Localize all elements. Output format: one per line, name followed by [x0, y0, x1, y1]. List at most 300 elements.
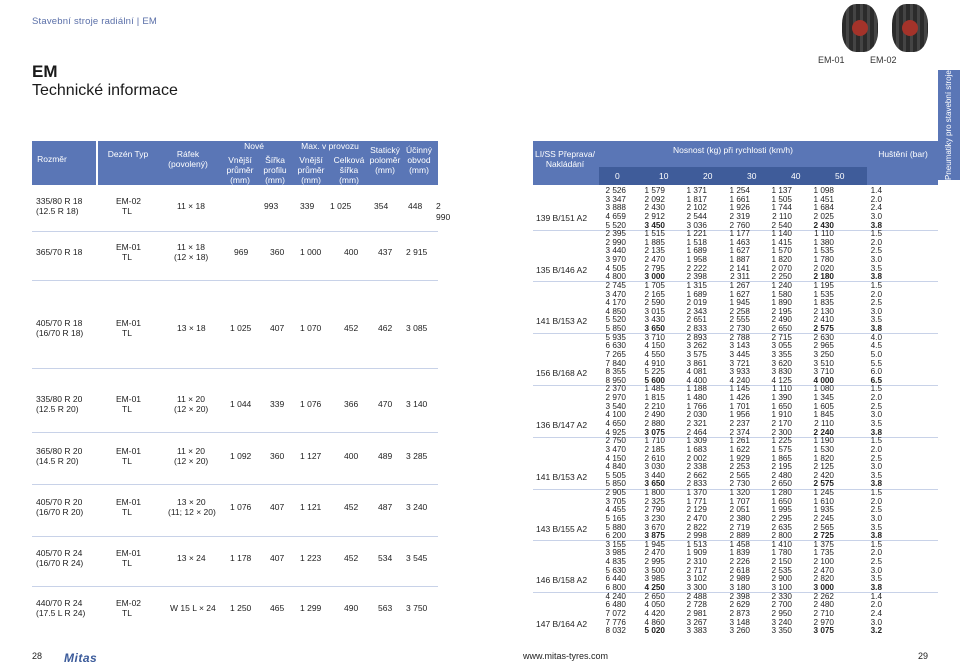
od: 993	[264, 201, 279, 211]
load-row	[600, 351, 900, 359]
pressure-cell: 3.0	[870, 617, 882, 627]
total-width: 452	[344, 502, 359, 512]
load-cell: 3 650	[644, 324, 665, 334]
pressure-cell: 2.0	[870, 496, 882, 506]
load-cell: 2 343	[686, 306, 707, 316]
load-cell: 2 880	[644, 419, 665, 428]
load-cell: 2 717	[686, 565, 707, 575]
load-cell: 3 670	[644, 522, 665, 532]
pressure-cell: 3.5	[870, 522, 882, 532]
load-row	[600, 282, 900, 290]
speed-20: 20	[703, 171, 713, 181]
rim: 11 × 20	[177, 446, 205, 456]
load-cell: 1 513	[686, 539, 707, 549]
load-cell: 1 458	[729, 539, 750, 549]
load-cell: 1 195	[813, 280, 834, 290]
tread: EM-01	[116, 497, 142, 507]
load-cell: 2 526	[605, 186, 626, 195]
load-cell: 1 710	[644, 436, 665, 446]
load-cell: 1 684	[813, 203, 834, 213]
load-cell: 1 580	[771, 289, 792, 299]
load-cell: 2 195	[771, 306, 792, 316]
load-cell: 2 998	[686, 531, 707, 541]
row-separator	[32, 536, 438, 537]
col-tread: Dezén Typ	[107, 149, 149, 159]
load-cell: 1 535	[813, 246, 834, 256]
load-cell: 3 705	[605, 496, 626, 506]
load-cell: 2 245	[813, 513, 834, 523]
load-cell: 1 622	[729, 444, 750, 454]
load-cell: 3 540	[605, 401, 626, 411]
size: 365/80 R 20	[36, 446, 83, 456]
load-cell: 1 929	[729, 453, 750, 463]
load-cell: 4 910	[644, 358, 665, 368]
load-cell: 2 651	[686, 315, 707, 325]
load-cell: 4 840	[605, 462, 626, 472]
load-cell: 4 170	[605, 298, 626, 308]
load-cell: 3 830	[771, 367, 792, 377]
load-cell: 2 110	[814, 419, 834, 428]
load-cell: 2 470	[644, 255, 665, 265]
load-cell: 4 455	[605, 505, 626, 515]
load-cell: 4 240	[729, 375, 750, 385]
load-cell: 2 070	[771, 263, 792, 273]
od: 969	[234, 247, 249, 257]
static-radius: 563	[378, 603, 393, 613]
load-cell: 3 440	[644, 470, 665, 480]
rolling-circ: 3 085	[406, 323, 428, 333]
load-cell: 2 410	[813, 315, 834, 325]
load-row	[600, 463, 900, 471]
load-cell: 1 885	[644, 237, 665, 247]
load-cell: 5 880	[605, 522, 626, 532]
load-cell: 2 950	[771, 608, 792, 618]
load-cell: 2 650	[771, 479, 792, 489]
page-number-left: 28	[32, 651, 43, 661]
pressure-cell: 6.0	[870, 367, 882, 377]
load-cell: 4 240	[605, 591, 626, 601]
load-cell: 2 141	[729, 263, 750, 273]
static-radius: 470	[378, 399, 393, 409]
li-ss-value: 143 B/155 A2	[536, 523, 588, 534]
load-cell: 4 050	[644, 600, 665, 610]
size: 440/70 R 24	[36, 598, 83, 608]
load-cell: 2 795	[644, 263, 665, 273]
load-cell: 1 780	[813, 255, 834, 265]
li-ss-value: 141 B/153 A2	[536, 316, 588, 327]
load-cell: 2 226	[729, 557, 750, 567]
rolling-circ: 3 285	[406, 451, 428, 461]
load-cell: 4 400	[686, 375, 707, 385]
load-cell: 2 618	[729, 565, 750, 575]
load-cell: 2 237	[729, 419, 750, 428]
li-ss-value: 146 B/158 A2	[536, 575, 588, 586]
pressure-cell: 1.5	[870, 436, 882, 446]
load-cell: 1 926	[729, 203, 750, 213]
pressure-cell: 3.8	[870, 582, 882, 592]
load-cell: 4 125	[771, 375, 792, 385]
load-cell: 1 254	[729, 186, 750, 195]
col-new: Nové	[244, 141, 264, 151]
od: 1 044	[230, 399, 252, 409]
load-cell: 2 374	[729, 427, 750, 437]
load-cell: 2 002	[686, 453, 707, 463]
load-cell: 4 420	[644, 608, 665, 618]
col-pressure: Huštění (bar)	[878, 149, 928, 159]
load-cell: 1 190	[813, 436, 834, 446]
website-url: www.mitas-tyres.com	[523, 651, 609, 661]
pressure-cell: 3.0	[870, 211, 882, 221]
load-cell: 2 470	[813, 565, 834, 575]
load-cell: 2 833	[686, 324, 707, 334]
li-ss-value: 135 B/146 A2	[536, 264, 588, 275]
speed-30: 30	[747, 171, 757, 181]
pressure-cell: 2.4	[870, 608, 882, 618]
col-width: Šířka profilu (mm)	[263, 155, 287, 185]
rim: 11 × 18	[177, 242, 205, 252]
load-cell: 3 861	[686, 358, 707, 368]
size-alt: (17.5 L R 24)	[36, 608, 86, 618]
load-cell: 3 721	[729, 358, 750, 368]
load-cell: 1 887	[729, 255, 750, 265]
load-cell: 4 850	[605, 306, 626, 316]
load-cell: 3 075	[813, 626, 834, 636]
load-cell: 2 253	[729, 462, 750, 472]
load-cell: 2 480	[813, 600, 834, 610]
load-cell: 2 565	[813, 522, 834, 532]
width: 407	[270, 323, 285, 333]
load-cell: 2 398	[686, 272, 707, 282]
load-cell: 3 148	[729, 617, 750, 627]
load-cell: 3 036	[686, 220, 707, 230]
load-cell: 1 579	[644, 186, 665, 195]
load-cell: 1 371	[686, 186, 707, 195]
load-cell: 2 019	[686, 298, 707, 308]
od: 1 025	[230, 323, 252, 333]
pressure-cell: 2.0	[870, 393, 882, 403]
load-cell: 4 925	[605, 427, 626, 437]
load-cell: 5 165	[605, 513, 626, 523]
load-cell: 3 620	[771, 358, 792, 368]
load-cell: 2 195	[771, 462, 792, 472]
load-cell: 1 315	[686, 280, 707, 290]
load-cell: 3 970	[605, 255, 626, 265]
load-cell: 1 080	[813, 384, 834, 394]
load-cell: 2 662	[686, 470, 707, 480]
load-cell: 4 650	[605, 419, 626, 428]
pressure-cell: 3.5	[870, 470, 882, 480]
load-cell: 1 370	[686, 488, 707, 498]
total-width: 452	[344, 323, 359, 333]
load-cell: 2 430	[813, 220, 834, 230]
load-cell: 2 311	[730, 272, 750, 282]
load-cell: 1 661	[729, 194, 750, 204]
static-radius: 534	[378, 553, 393, 563]
total-width: 366	[344, 399, 359, 409]
pressure-cell: 1.5	[870, 384, 882, 394]
load-cell: 1 707	[729, 496, 750, 506]
pressure-cell: 3.5	[870, 419, 882, 428]
load-cell: 1 320	[729, 488, 750, 498]
load-cell: 1 518	[686, 237, 707, 247]
row-separator	[32, 280, 438, 281]
rolling-circ: 3 240	[406, 502, 428, 512]
load-cell: 3 710	[813, 367, 834, 377]
load-cell: 3 710	[644, 332, 665, 342]
pressure-cell: 2.5	[870, 298, 882, 308]
od: 1 178	[230, 553, 252, 563]
tread: EM-01	[116, 394, 142, 404]
rim: W 15 L × 24	[170, 603, 216, 613]
tread: EM-01	[116, 548, 142, 558]
load-cell: 2 555	[729, 315, 750, 325]
size: 405/70 R 18	[36, 318, 83, 328]
pressure-cell: 3.5	[870, 315, 882, 325]
load-cell: 2 730	[729, 324, 750, 334]
load-cell: 3 575	[686, 349, 707, 359]
pressure-cell: 3.0	[870, 513, 882, 523]
load-cell: 3 470	[605, 289, 626, 299]
type: TL	[122, 456, 132, 466]
load-cell: 1 309	[686, 436, 707, 446]
size: 335/80 R 20	[36, 394, 83, 404]
rolling-circ: 3 750	[406, 603, 428, 613]
load-cell: 1 570	[771, 246, 792, 256]
side-tab: Pneumatiky pro stavební stroje	[938, 70, 960, 180]
pressure-cell: 1.5	[870, 229, 882, 239]
page-code: EM	[32, 62, 58, 81]
load-cell: 2 760	[729, 220, 750, 230]
load-cell: 2 240	[813, 427, 834, 437]
load-cell: 2 338	[686, 462, 707, 472]
load-cell: 2 610	[644, 453, 665, 463]
load-cell: 2 490	[771, 315, 792, 325]
pressure-cell: 2.4	[870, 203, 882, 213]
load-cell: 2 321	[686, 419, 707, 428]
load-cell: 7 776	[605, 617, 626, 627]
load-cell: 2 330	[771, 591, 792, 601]
speed-0: 0	[615, 171, 620, 181]
col-static-radius: Statický poloměr (mm)	[369, 145, 401, 175]
width: 407	[270, 553, 285, 563]
rim-alt: (12 × 20)	[174, 404, 209, 414]
load-cell: 1 221	[686, 229, 707, 239]
pressure-cell: 1.4	[870, 591, 882, 601]
width: 339	[270, 399, 285, 409]
pressure-cell: 2.0	[870, 194, 882, 204]
load-cell: 2 300	[771, 427, 792, 437]
rim-alt: (12 × 20)	[174, 456, 209, 466]
load-cell: 2 420	[813, 470, 834, 480]
load-row	[600, 446, 900, 454]
load-cell: 2 102	[686, 203, 707, 213]
pressure-cell: 3.8	[870, 531, 882, 541]
load-cell: 2 710	[813, 608, 834, 618]
load-cell: 4 835	[605, 557, 626, 567]
load-cell: 1 261	[729, 436, 750, 446]
load-cell: 2 470	[644, 548, 665, 558]
od-max: 1 299	[300, 603, 322, 613]
load-cell: 4 150	[605, 453, 626, 463]
tread: EM-02	[116, 598, 142, 608]
rolling-circ: 2 990	[436, 201, 451, 222]
col-od-max: Vnější průměr (mm)	[297, 155, 325, 185]
li-ss-value: 136 B/147 A2	[536, 420, 588, 430]
load-cell: 1 137	[771, 186, 792, 195]
static-radius: 448	[408, 201, 423, 211]
pressure-cell: 6.5	[870, 375, 882, 385]
pressure-cell: 3.2	[870, 626, 882, 636]
load-cell: 3 347	[605, 194, 626, 204]
col-capacity: Nosnost (kg) při rychlosti (km/h)	[673, 145, 793, 155]
load-row	[600, 394, 900, 402]
load-cell: 1 480	[686, 393, 707, 403]
load-cell: 5 520	[605, 315, 626, 325]
pressure-cell: 3.8	[870, 479, 882, 489]
load-row	[600, 584, 900, 592]
load-cell: 8 950	[605, 375, 626, 385]
tread: EM-02	[116, 196, 142, 206]
type: TL	[122, 558, 132, 568]
load-cell: 3 230	[644, 513, 665, 523]
speed-50: 50	[835, 171, 845, 181]
load-row	[600, 489, 900, 497]
load-cell: 2 464	[686, 427, 707, 437]
pressure-cell: 2.0	[870, 600, 882, 610]
load-cell: 4 150	[644, 341, 665, 351]
load-cell: 2 544	[686, 211, 707, 221]
load-cell: 2 250	[771, 272, 792, 282]
row-separator	[32, 432, 438, 433]
load-cell: 3 888	[605, 203, 626, 213]
load-cell: 1 505	[771, 194, 792, 204]
load-cell: 1 956	[729, 410, 750, 420]
load-cell: 3 355	[771, 349, 792, 359]
load-cell: 3 300	[686, 582, 707, 592]
load-cell: 1 225	[771, 436, 792, 446]
load-cell: 1 415	[771, 237, 792, 247]
load-cell: 3 450	[644, 220, 665, 230]
load-cell: 4 250	[644, 582, 665, 592]
load-cell: 1 650	[771, 401, 792, 411]
load-cell: 1 145	[729, 384, 750, 394]
load-cell: 2 380	[729, 513, 750, 523]
load-cell: 2 900	[771, 574, 792, 584]
load-cell: 3 155	[605, 539, 626, 549]
load-cell: 2 150	[771, 557, 792, 567]
load-cell: 2 100	[813, 557, 834, 567]
load-cell: 3 262	[686, 341, 707, 351]
load-cell: 2 822	[686, 522, 707, 532]
load-cell: 3 260	[729, 626, 750, 636]
load-cell: 3 000	[644, 272, 665, 282]
breadcrumb: Stavební stroje radiální | EM	[32, 16, 157, 27]
load-cell: 2 490	[644, 410, 665, 420]
load-cell: 1 945	[729, 298, 750, 308]
load-cell: 2 790	[644, 505, 665, 515]
load-cell: 1 098	[813, 186, 834, 195]
load-cell: 2 030	[686, 410, 707, 420]
load-cell: 1 345	[813, 393, 834, 403]
load-row	[600, 325, 900, 333]
load-cell: 3 055	[771, 341, 792, 351]
load-cell: 2 989	[729, 574, 750, 584]
load-row	[600, 256, 900, 264]
col-od: Vnější průměr (mm)	[226, 155, 254, 185]
width: 360	[270, 247, 285, 257]
load-cell: 5 520	[605, 220, 626, 230]
pressure-cell: 1.5	[870, 539, 882, 549]
pressure-cell: 2.0	[870, 289, 882, 299]
load-cell: 2 730	[729, 479, 750, 489]
load-cell: 1 839	[729, 548, 750, 558]
load-cell: 2 051	[729, 505, 750, 515]
load-cell: 1 815	[644, 393, 665, 403]
load-cell: 1 890	[771, 298, 792, 308]
load-cell: 1 735	[813, 548, 834, 558]
load-cell: 2 170	[771, 419, 792, 428]
load-cell: 2 180	[813, 272, 834, 282]
load-cell: 1 935	[813, 505, 834, 515]
col-rim: Ráfek (povolený)	[168, 149, 208, 169]
load-cell: 1 177	[729, 229, 750, 239]
pressure-cell: 1.5	[870, 488, 882, 498]
load-cell: 2 745	[605, 280, 626, 290]
load-cell: 3 075	[644, 427, 665, 437]
load-cell: 3 875	[644, 531, 665, 541]
load-cell: 2 970	[813, 617, 834, 627]
load-cell: 1 110	[772, 384, 792, 394]
col-max: Max. v provozu	[301, 141, 359, 151]
load-cell: 5 020	[644, 626, 665, 636]
size-alt: (14.5 R 20)	[36, 456, 79, 466]
load-cell: 3 430	[644, 315, 665, 325]
load-cell: 2 395	[605, 229, 626, 239]
load-cell: 1 845	[813, 410, 834, 420]
pressure-cell: 2.5	[870, 557, 882, 567]
load-cell: 4 100	[605, 410, 626, 420]
load-cell: 2 130	[813, 306, 834, 316]
od-max: 1 000	[300, 247, 322, 257]
pressure-cell: 3.8	[870, 324, 882, 334]
total-width: 354	[374, 201, 389, 211]
load-cell: 2 700	[771, 600, 792, 610]
load-cell: 1 771	[686, 496, 707, 506]
size-alt: (16/70 R 18)	[36, 328, 84, 338]
width: 360	[270, 451, 285, 461]
static-radius: 437	[378, 247, 393, 257]
width: 465	[270, 603, 285, 613]
li-ss-value: 139 B/151 A2	[536, 212, 588, 223]
size: 405/70 R 20	[36, 497, 83, 507]
load-cell: 2 650	[771, 324, 792, 334]
load-cell: 3 383	[686, 626, 707, 636]
size: 365/70 R 18	[36, 247, 83, 257]
rim: 13 × 18	[177, 323, 206, 333]
pressure-cell: 3.8	[870, 220, 882, 230]
od-max: 1 076	[300, 399, 322, 409]
load-cell: 2 262	[813, 591, 834, 601]
load-cell: 2 965	[813, 341, 834, 351]
load-cell: 2 110	[772, 211, 792, 221]
load-cell: 2 981	[686, 608, 707, 618]
load-cell: 1 575	[771, 444, 792, 454]
tread: EM-01	[116, 446, 142, 456]
load-row	[600, 230, 900, 238]
load-cell: 2 590	[644, 298, 665, 308]
li-ss-value: 141 B/153 A2	[536, 471, 588, 482]
rim-alt: (11; 12 × 20)	[168, 507, 216, 517]
